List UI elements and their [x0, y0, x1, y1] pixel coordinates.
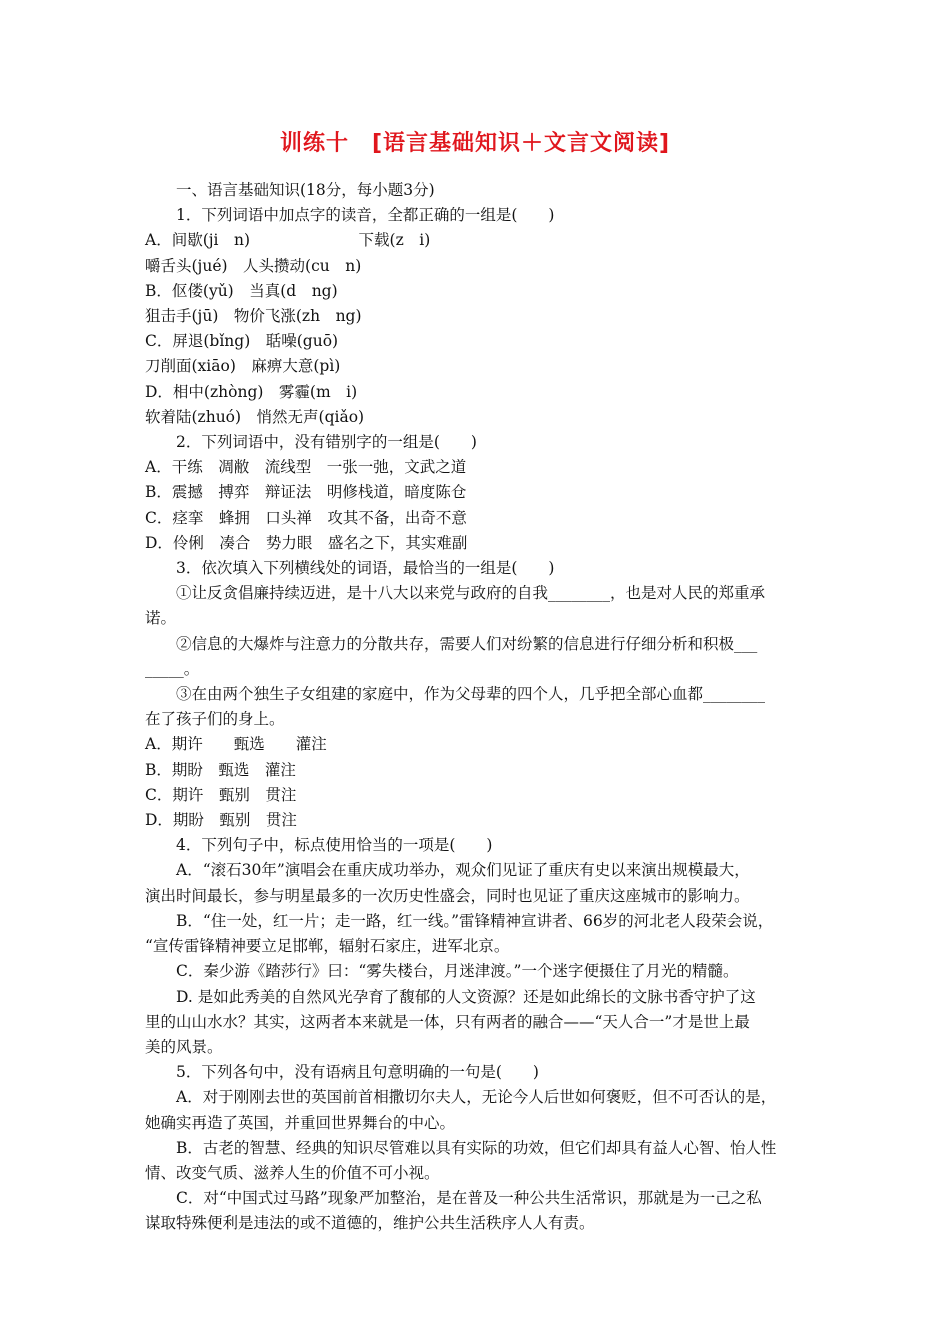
question-2-option-a: A．干练 凋敝 流线型 一张一弛，文武之道 [145, 458, 467, 477]
question-1-option-a-line2: 嚼舌头(jué) 人头攒动(cu n) [145, 256, 362, 275]
question-3-sentence-2: ②信息的大爆炸与注意力的分散共存，需要人们对纷繁的信息进行仔细分析和积极___ [176, 634, 758, 653]
question-5-option-b-line1: B．古老的智慧、经典的知识尽管难以具有实际的功效，但它们却具有益人心智、怡人性 [176, 1138, 777, 1157]
question-4-option-c: C．秦少游《踏莎行》曰：“雾失楼台，月迷津渡。”一个迷字便摄住了月光的精髓。 [176, 962, 739, 981]
question-4-option-d-line2: 里的山山水水？其实，这两者本来就是一体，只有两者的融合——“天人合一”才是世上最 [145, 1012, 750, 1031]
question-4-option-b-line2: “宣传雷锋精神要立足邯郸，辐射石家庄，进军北京。 [145, 937, 510, 956]
question-3-option-c: C．期许 甄别 贯注 [145, 785, 297, 804]
question-1-option-d-line1: D．相中(zhòng) 雾霾(m i) [145, 382, 358, 401]
question-2-option-c: C．痉挛 蜂拥 口头禅 攻其不备，出奇不意 [145, 508, 467, 527]
question-3-option-a: A．期许 甄选 灌注 [145, 735, 327, 754]
question-5-stem: 5．下列各句中，没有语病且句意明确的一句是( ) [176, 1063, 539, 1082]
question-4-stem: 4．下列句子中，标点使用恰当的一项是( ) [176, 836, 493, 855]
question-5-option-b-line2: 情、改变气质、滋养人生的价值不可小视。 [145, 1163, 440, 1182]
question-5-option-a-line1: A．对于刚刚去世的英国前首相撒切尔夫人，无论今人后世如何褒贬，但不可否认的是， [176, 1088, 777, 1107]
question-4-option-a-line2: 演出时间最长，参与明星最多的一次历史性盛会，同时也见证了重庆这座城市的影响力。 [145, 886, 750, 905]
question-4-option-b-line1: B．“住一处，红一片；走一路，红一线。”雷锋精神宣讲者、66岁的河北老人段荣会说， [176, 911, 774, 930]
question-1-option-d-line2: 软着陆(zhuó) 悄然无声(qiǎo) [145, 407, 365, 426]
question-1-option-b-line2: 狙击手(jū) 物价飞涨(zh ng) [145, 307, 362, 326]
question-1-option-a-line1: A．间歇(ji n) 下载(z i) [145, 231, 431, 250]
question-3-sentence-1: ①让反贪倡廉持续迈进，是十八大以来党与政府的自我________，也是对人民的郑重承 [176, 584, 766, 603]
question-4-option-d-line1: D. 是如此秀美的自然风光孕育了馥郁的人文资源？还是如此绵长的文脉书香守护了这 [176, 987, 756, 1006]
question-4-option-d-line3: 美的风景。 [145, 1037, 223, 1056]
question-3-sentence-3-cont: 在了孩子们的身上。 [145, 710, 285, 729]
question-1-option-c-line2: 刀削面(xiāo) 麻痹大意(pì) [145, 357, 341, 376]
question-3-option-d: D．期盼 甄别 贯注 [145, 811, 297, 830]
question-5-option-c-line1: C．对“中国式过马路”现象严加整治，是在普及一种公共生活常识，那就是为一己之私 [176, 1189, 762, 1208]
page-title: 训练十 [语言基础知识＋文言文阅读] [279, 131, 671, 156]
question-1-option-c-line1: C．屏退(bǐng) 聒噪(guō) [145, 332, 339, 351]
question-1-option-b-line1: B．伛偻(yǔ) 当真(d ng) [145, 281, 338, 300]
question-5-option-c-line2: 谋取特殊便利是违法的或不道德的，维护公共生活秩序人人有责。 [145, 1214, 595, 1233]
question-4-option-a-line1: A．“滚石30年”演唱会在重庆成功举办，观众们见证了重庆有史以来演出规模最大， [176, 861, 750, 880]
question-2-stem: 2．下列词语中，没有错别字的一组是( ) [176, 433, 477, 452]
question-3-sentence-2-cont: _____。 [145, 659, 200, 678]
question-3-stem: 3．依次填入下列横线处的词语，最恰当的一组是( ) [176, 559, 555, 578]
question-2-option-d: D．伶俐 凑合 势力眼 盛名之下，其实难副 [145, 533, 468, 552]
question-3-option-b: B．期盼 甄选 灌注 [145, 760, 296, 779]
question-2-option-b: B．震撼 搏弈 辩证法 明修栈道，暗度陈仓 [145, 483, 467, 502]
question-1-stem: 1．下列词语中加点字的读音，全都正确的一组是( ) [176, 206, 555, 225]
question-5-option-a-line2: 她确实再造了英国，并重回世界舞台的中心。 [145, 1113, 456, 1132]
question-3-sentence-3: ③在由两个独生子女组建的家庭中，作为父母辈的四个人，几乎把全部心血都________ [176, 685, 766, 704]
question-3-sentence-1-cont: 诺。 [145, 609, 177, 628]
exercise-body [145, 178, 810, 1237]
section-heading: 一、语言基础知识(18分，每小题3分) [176, 181, 435, 199]
